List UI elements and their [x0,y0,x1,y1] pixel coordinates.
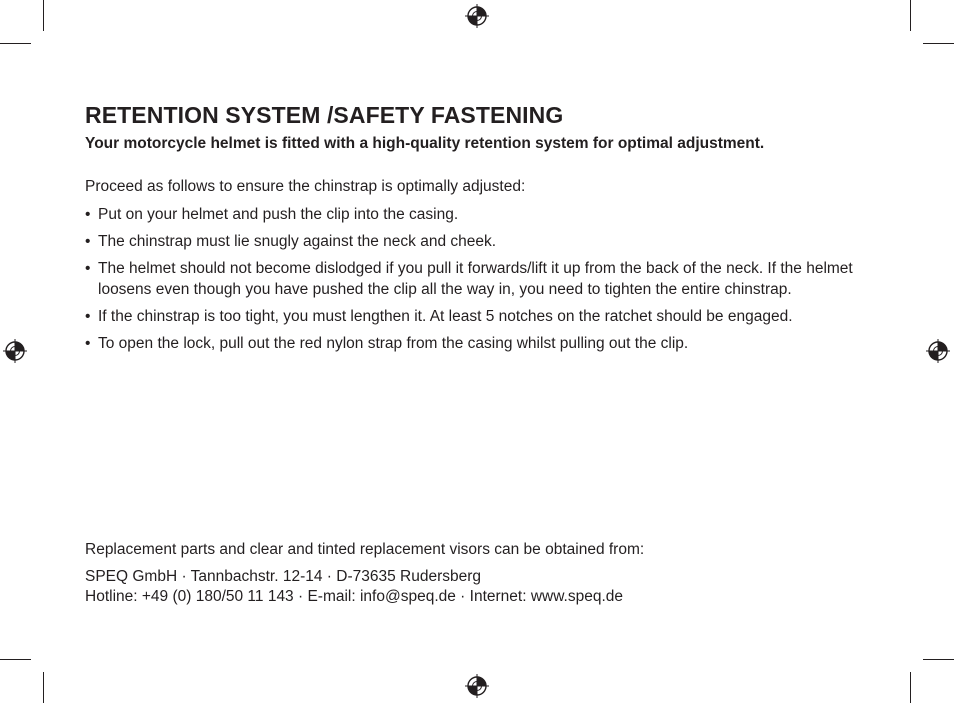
subtitle: Your motorcycle helmet is fitted with a high-quality retention system for optimal adjustment. [85,135,765,152]
intro-text: Proceed as follows to ensure the chinstrap is optimally adjusted: [85,178,526,195]
list-item [85,258,885,300]
list-item [85,333,885,354]
crop-mark-top-left-h [0,43,31,44]
registration-mark-icon-left [3,339,27,363]
crop-mark-top-right-h [923,43,954,44]
footer-address: SPEQ GmbH · Tannbachstr. 12-14 · D-73635 Rudersberg [85,568,482,585]
bullet-icon: • [85,233,91,250]
crop-mark-bottom-left-h [0,659,31,660]
crop-mark-top-left-v [43,0,44,31]
registration-mark-icon-top [465,4,489,28]
crop-mark-top-right-v [910,0,911,31]
list-item-text: The helmet should not become dislodged if you pull it forwards/lift it up from the back of the neck. If the helmet loosens even though you have pushed the clip all the way in, you need to tighten the entire chinstrap. [98,260,853,298]
registration-mark-icon-right [926,339,950,363]
crop-mark-bottom-right-v [910,672,911,703]
bullet-icon: • [85,260,91,277]
bullet-icon: • [85,206,91,223]
list-item [85,204,885,225]
footer-intro: Replacement parts and clear and tinted replacement visors can be obtained from: [85,541,645,558]
registration-mark-icon-bottom [465,674,489,698]
main-content [85,101,885,360]
list-item-text: If the chinstrap is too tight, you must lengthen it. At least 5 notches on the ratchet should be engaged. [98,308,793,325]
instruction-list [85,204,885,354]
page-title: RETENTION SYSTEM /SAFETY FASTENING [85,102,564,128]
list-item-text: To open the lock, pull out the red nylon strap from the casing whilst pulling out the clip. [98,335,689,352]
bullet-icon: • [85,308,91,325]
list-item [85,306,885,327]
crop-mark-bottom-left-v [43,672,44,703]
list-item-text: Put on your helmet and push the clip into the casing. [98,206,459,223]
supplier-info [85,540,885,607]
crop-mark-bottom-right-h [923,659,954,660]
bullet-icon: • [85,335,91,352]
list-item-text: The chinstrap must lie snugly against the neck and cheek. [98,233,497,250]
list-item [85,231,885,252]
footer-contact: Hotline: +49 (0) 180/50 11 143 · E-mail: info@speq.de · Internet: www.speq.de [85,588,624,605]
